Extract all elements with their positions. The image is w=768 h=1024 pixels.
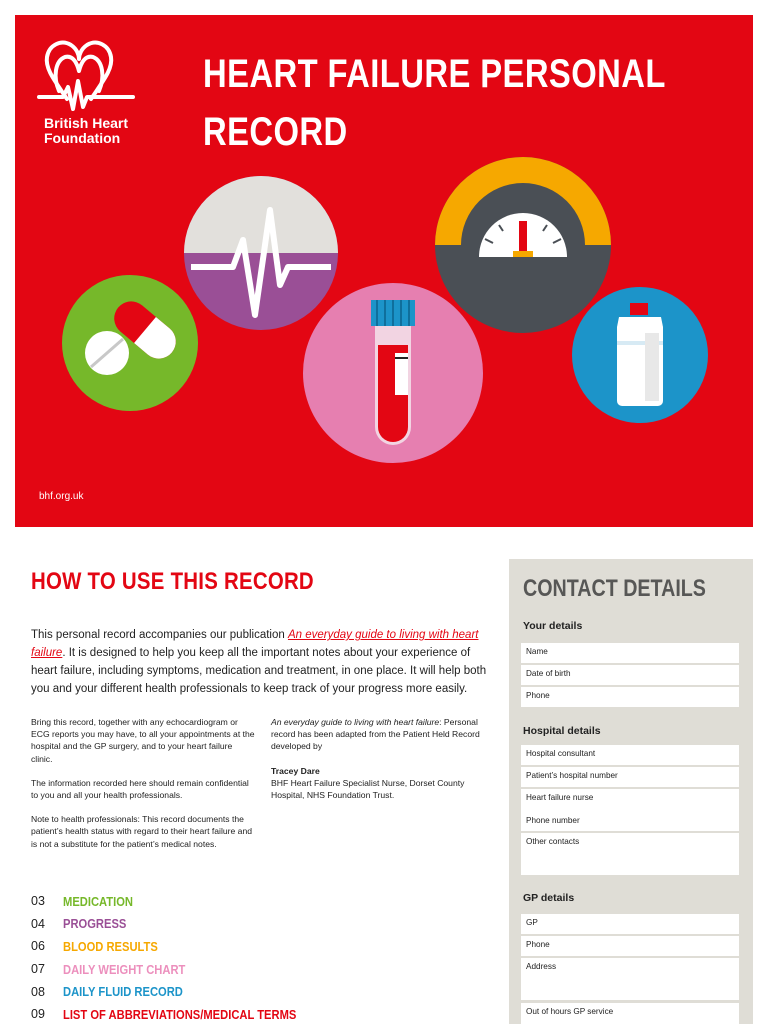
credits-column bbox=[271, 716, 493, 801]
name-field[interactable]: Name bbox=[521, 643, 739, 663]
credits-description: : Personal record has been adapted from the Patient Held Record developed by bbox=[271, 717, 480, 752]
brand-line-1: British Heart bbox=[44, 115, 129, 131]
gp-phone-field[interactable]: Phone bbox=[521, 936, 739, 956]
contact-details-panel bbox=[509, 559, 753, 1024]
toc-item-blood-results[interactable] bbox=[31, 935, 501, 958]
toc-page-number: 07 bbox=[31, 962, 45, 977]
hospital-consultant-field[interactable]: Hospital consultant bbox=[521, 745, 739, 765]
toc-page-number: 06 bbox=[31, 939, 45, 954]
toc-item-medication[interactable] bbox=[31, 890, 501, 913]
toc-label: DAILY WEIGHT CHART bbox=[63, 961, 186, 977]
page-title bbox=[203, 45, 666, 161]
fluid-bottle-icon bbox=[572, 287, 708, 423]
intro-paragraph bbox=[31, 626, 491, 698]
bhf-heart-logo-icon bbox=[39, 43, 133, 109]
website-url[interactable]: bhf.org.uk bbox=[39, 491, 84, 502]
title-line-1: HEART FAILURE PERSONAL bbox=[203, 52, 666, 96]
instruction-paragraph: Bring this record, together with any echocardiogram or ECG reports you may have, to all your appointments at the hospital and the GP surgery, and to your heart failure clinic. bbox=[31, 717, 255, 764]
other-contacts-field[interactable]: Other contacts bbox=[521, 833, 739, 875]
address-field[interactable]: Address bbox=[521, 958, 739, 1000]
toc-label: LIST OF ABBREVIATIONS/MEDICAL TERMS bbox=[63, 1006, 297, 1022]
brand-line-2: Foundation bbox=[44, 130, 121, 146]
intro-text-start: This personal record accompanies our publication bbox=[31, 629, 288, 641]
heart-failure-nurse-field[interactable] bbox=[521, 789, 739, 831]
author-name: Tracey Dare bbox=[271, 765, 320, 776]
hospital-details-heading: Hospital details bbox=[523, 725, 601, 737]
toc-item-abbreviations[interactable] bbox=[31, 1003, 501, 1024]
toc-label: BLOOD RESULTS bbox=[63, 938, 158, 954]
toc-page-number: 04 bbox=[31, 916, 45, 931]
gp-field[interactable]: GP bbox=[521, 914, 739, 934]
toc-item-daily-weight-chart[interactable] bbox=[31, 958, 501, 981]
brand-name bbox=[44, 116, 164, 146]
your-details-heading: Your details bbox=[523, 620, 583, 632]
instruction-paragraph: Note to health professionals: This record documents the patient’s health status with regard to their heart failure and is not a substitute for the patient’s medical notes. bbox=[31, 814, 253, 849]
publication-link[interactable]: An everyday guide to living with heart failure bbox=[31, 629, 479, 659]
table-of-contents bbox=[31, 890, 501, 1024]
toc-label: PROGRESS bbox=[63, 916, 127, 932]
toc-label: MEDICATION bbox=[63, 893, 133, 909]
hospital-number-field[interactable]: Patient’s hospital number bbox=[521, 767, 739, 787]
ecg-monitor-icon bbox=[184, 176, 338, 330]
instructions-column bbox=[31, 716, 256, 862]
toc-item-progress[interactable] bbox=[31, 913, 501, 936]
toc-item-daily-fluid-record[interactable] bbox=[31, 980, 501, 1003]
toc-label: DAILY FLUID RECORD bbox=[63, 984, 183, 1000]
phone-number-label: Phone number bbox=[526, 816, 580, 825]
author-role: BHF Heart Failure Specialist Nurse, Dorset County Hospital, NHS Foundation Trust. bbox=[271, 777, 465, 801]
heart-failure-nurse-label: Heart failure nurse bbox=[526, 793, 594, 802]
date-of-birth-field[interactable]: Date of birth bbox=[521, 665, 739, 685]
credits-publication-title: An everyday guide to living with heart failure bbox=[271, 717, 440, 727]
toc-page-number: 09 bbox=[31, 1007, 45, 1022]
toc-page-number: 03 bbox=[31, 894, 45, 909]
out-of-hours-field[interactable]: Out of hours GP service bbox=[521, 1003, 739, 1024]
weighing-scale-icon bbox=[435, 157, 611, 333]
contact-details-heading: CONTACT DETAILS bbox=[523, 575, 706, 602]
credits-text bbox=[271, 716, 493, 753]
intro-text-end: . It is designed to help you keep all the important notes about your experience of heart failure, including symptoms, medication and treatment, in one place. It will help both you and your different health professionals to keep track of your progress more easily. bbox=[31, 647, 487, 695]
gp-details-heading: GP details bbox=[523, 892, 575, 904]
title-line-2: RECORD bbox=[203, 110, 348, 154]
instruction-paragraph: The information recorded here should remain confidential to you and all your health professionals. bbox=[31, 777, 249, 801]
cover-hero bbox=[15, 15, 753, 527]
toc-page-number: 08 bbox=[31, 984, 45, 999]
pill-capsule-icon bbox=[62, 275, 198, 411]
phone-field[interactable]: Phone bbox=[521, 687, 739, 707]
blood-sample-tube-icon bbox=[303, 283, 483, 463]
how-to-use-heading: HOW TO USE THIS RECORD bbox=[31, 568, 314, 595]
